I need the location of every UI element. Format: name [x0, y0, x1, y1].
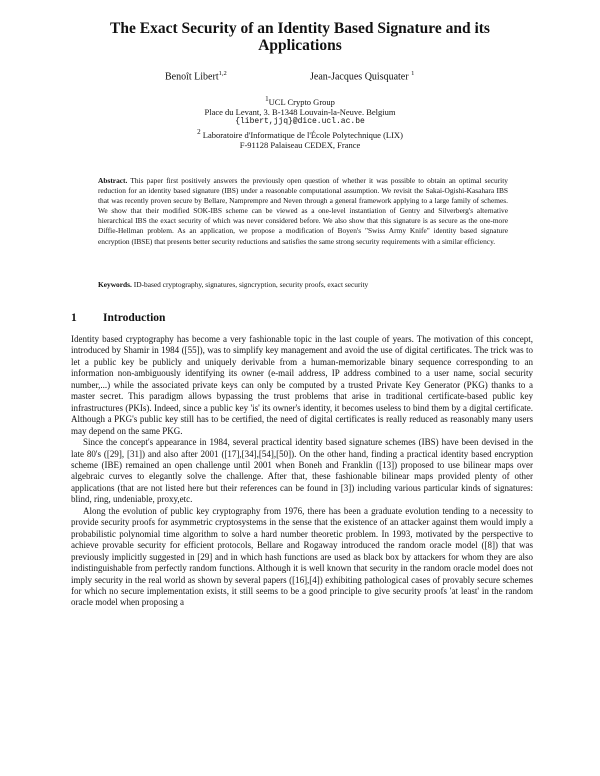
affiliation-1-marker: 1 [265, 95, 269, 103]
abstract [98, 176, 508, 247]
affiliations [0, 94, 600, 151]
paragraph: Identity based cryptography has become a very fashionable topic in the last couple of years. The motivation of this concept, introduced by Shamir in 1984 ([55]), was to simplify key management and avoid the use of digital certificates. The trick was to let a public key be publicly and uniquely derivable from a human-memorizable binary sequence corresponding to an information non-ambiguously identifying its owner (e-mail address, IP address combined to a user name, social security number,...) while the associated private keys can only be computed by a trusted Private Key Generator (PKG) thanks to a master secret. This paradigm allows bypassing the trust problems that arise in traditional certificate-based public key infrastructures (PKIs). Indeed, since a public key 'is' its owner's identity, it becomes useless to bind them by a digital certificate. Although a PKG's public key still has to be certified, the need of digital certificates is really reduced as reasonably many users may depend on the same PKG. [71, 334, 533, 436]
keywords-text: ID-based cryptography, signatures, signcryption, security proofs, exact security [133, 280, 369, 289]
keywords [98, 280, 508, 290]
section-title: Introduction [103, 312, 166, 324]
affiliation-1-email: {libert,jjq}@dice.ucl.ac.be [235, 117, 365, 127]
author-1-affil-marker: 1,2 [218, 70, 227, 77]
affiliation-1-line1: UCL Crypto Group [268, 96, 335, 107]
abstract-text: This paper first positively answers the previously open question of whether it was possible to obtain an optimal security reduction for an identity based signature (IBS) under a reasonable computational assumption. We revisit the Sakai-Ogishi-Kasahara IBS that was recently proven secure by Bellare, Namprempre and Neven through a general framework applying to a large family of schemes. We show that their modified SOK-IBS scheme can be viewed as a one-level instantiation of Gentry and Silverberg's alternative hierarchical IBS the exact security of which was never considered before. We also show that this signature is as secure as the one-more Diffie-Hellman problem. As an application, we propose a modification of Boyen's "Swiss Army Knife" identity based signature encryption (IBSE) that presents better security reductions and satisfies the same strong security requirements with a similar efficiency. [98, 176, 508, 246]
affiliation-1-name [0, 94, 600, 107]
author-1-name: Benoît Libert [165, 71, 219, 83]
paper-title: The Exact Security of an Identity Based Signature and its Applications [110, 20, 490, 54]
section-body [71, 334, 533, 609]
section-number: 1 [71, 312, 77, 324]
affiliation-2-line1: Laboratoire d'Informatique de l'École Polytechnique (LIX) [202, 130, 403, 141]
author-2-name: Jean-Jacques Quisquater [310, 71, 409, 83]
paragraph: Along the evolution of public key cryptography from 1976, there has been a graduate evolution tending to a necessity to provide security proofs for asymmetric cryptosystems in the sense that the existence of an attacker against them would imply a probabilistic polynomial time algorithm to solve a hard number theoretic problem. In 1993, motivated by the perspective to achieve provable security for efficient protocols, Bellare and Rogaway introduced the random oracle model ([8]) that was previously implicitly suggested in [29] and in which hash functions are used as black box by attackers for whom they are also indistinguishable from perfectly random functions. Although it is well known that security in the random oracle model does not imply security in the real world as shown by several papers ([16],[4]) exhibiting pathological cases of provably secure schemes for which no secure implementation exists, it still seems to be a good principle to give security proofs 'at least' in the random oracle model when proposing a [71, 505, 533, 608]
author-2 [310, 70, 414, 82]
affiliation-2-address: F-91128 Palaiseau CEDEX, France [239, 140, 361, 151]
paragraph: Since the concept's appearance in 1984, several practical identity based signature schemes (IBS) have been devised in the late 80's ([29], [31]) and also after 2001 ([17],[34],[54],[50]). On the other hand, finding a practical identity based encryption scheme (IBE) remained an open challenge until 2001 when Boneh and Franklin ([13]) proposed to use bilinear maps over algebraic curves to elegantly solve the challenge. After that, these fashionable bilinear maps provided plenty of other applications (that are not listed here but their references can be found in [3]) including various particular kinds of signatures: blind, ring, undeniable, proxy,etc. [71, 437, 533, 505]
author-2-affil-marker: 1 [411, 70, 415, 77]
affiliation-2-marker: 2 [197, 128, 201, 137]
affiliation-2-name [0, 127, 600, 140]
section-heading [71, 312, 165, 324]
abstract-label: Abstract. [98, 176, 128, 185]
affiliation-1-address: Place du Levant, 3. B-1348 Louvain-la-Neuve. Belgium [204, 107, 396, 118]
keywords-label: Keywords. [98, 280, 132, 289]
author-1 [165, 70, 227, 82]
